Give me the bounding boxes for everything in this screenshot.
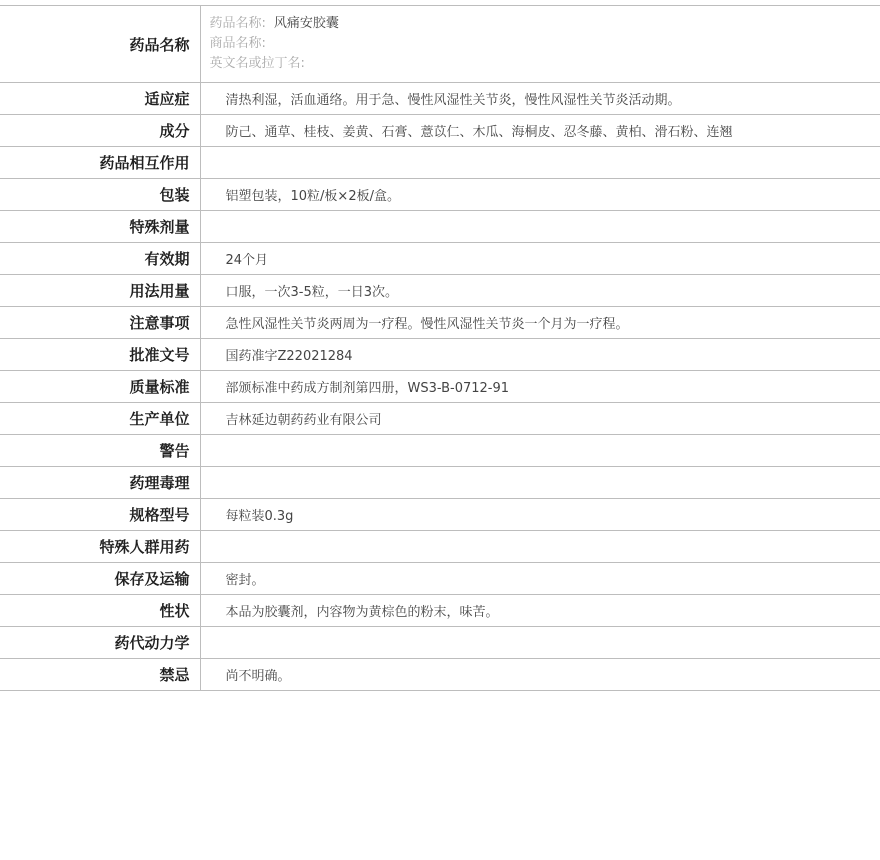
info-row: [0, 83, 880, 115]
row-label: 特殊人群用药: [0, 531, 200, 563]
row-label: 质量标准: [0, 371, 200, 403]
row-value: 24个月: [200, 243, 880, 275]
row-label: 有效期: [0, 243, 200, 275]
row-label: 用法用量: [0, 275, 200, 307]
info-row: [0, 179, 880, 211]
row-value: [200, 627, 880, 659]
info-row: [0, 595, 880, 627]
drug-name-cell: [200, 6, 880, 83]
info-row: [0, 659, 880, 691]
row-value: 本品为胶囊剂，内容物为黄棕色的粉末，味苦。: [200, 595, 880, 627]
row-label: 批准文号: [0, 339, 200, 371]
row-label: 成分: [0, 115, 200, 147]
row-label: 禁忌: [0, 659, 200, 691]
info-row: [0, 211, 880, 243]
row-label: 药品相互作用: [0, 147, 200, 179]
row-label: 保存及运输: [0, 563, 200, 595]
info-row: [0, 563, 880, 595]
row-label: 性状: [0, 595, 200, 627]
row-value: 尚不明确。: [200, 659, 880, 691]
row-value: 密封。: [200, 563, 880, 595]
row-label: 适应症: [0, 83, 200, 115]
row-value: 吉林延边朝药药业有限公司: [200, 403, 880, 435]
info-row: [0, 243, 880, 275]
row-label: 药代动力学: [0, 627, 200, 659]
drug-name-row: [0, 6, 880, 83]
row-value: 防己、通草、桂枝、姜黄、石膏、薏苡仁、木瓜、海桐皮、忍冬藤、黄柏、滑石粉、连翘: [200, 115, 880, 147]
info-row: [0, 403, 880, 435]
row-label: 生产单位: [0, 403, 200, 435]
row-label: 警告: [0, 435, 200, 467]
trade-name-line: [210, 34, 880, 54]
row-value: 国药准字Z22021284: [200, 339, 880, 371]
row-label: 规格型号: [0, 499, 200, 531]
generic-name-value: 风痛安胶囊: [273, 16, 339, 31]
row-label: 包装: [0, 179, 200, 211]
generic-name-key: 药品名称:: [209, 16, 266, 31]
row-value: [200, 467, 880, 499]
info-row: [0, 371, 880, 403]
row-value: 口服，一次3-5粒，一日3次。: [200, 275, 880, 307]
row-value: [200, 435, 880, 467]
row-label: 药理毒理: [0, 467, 200, 499]
row-value: 铝塑包装，10粒/板×2板/盒。: [200, 179, 880, 211]
info-row: [0, 531, 880, 563]
row-label: 特殊剂量: [0, 211, 200, 243]
info-row: [0, 435, 880, 467]
info-row: [0, 627, 880, 659]
latin-name-line: [210, 54, 880, 74]
row-value: 部颁标准中药成方制剂第四册，WS3-B-0712-91: [200, 371, 880, 403]
row-label: 药品名称: [0, 6, 200, 83]
row-label: 注意事项: [0, 307, 200, 339]
row-value: [200, 211, 880, 243]
row-value: 急性风湿性关节炎两周为一疗程。慢性风湿性关节炎一个月为一疗程。: [200, 307, 880, 339]
drug-info-table: [0, 5, 880, 691]
info-row: [0, 339, 880, 371]
row-value: 清热利湿，活血通络。用于急、慢性风湿性关节炎，慢性风湿性关节炎活动期。: [200, 83, 880, 115]
row-value: [200, 531, 880, 563]
info-row: [0, 147, 880, 179]
info-row: [0, 307, 880, 339]
generic-name-line: [210, 14, 880, 34]
row-value: 每粒装0.3g: [200, 499, 880, 531]
trade-name-key: 商品名称:: [209, 36, 266, 51]
latin-name-key: 英文名或拉丁名:: [209, 56, 305, 71]
info-row: [0, 499, 880, 531]
info-row: [0, 275, 880, 307]
row-value: [200, 147, 880, 179]
info-row: [0, 115, 880, 147]
info-row: [0, 467, 880, 499]
